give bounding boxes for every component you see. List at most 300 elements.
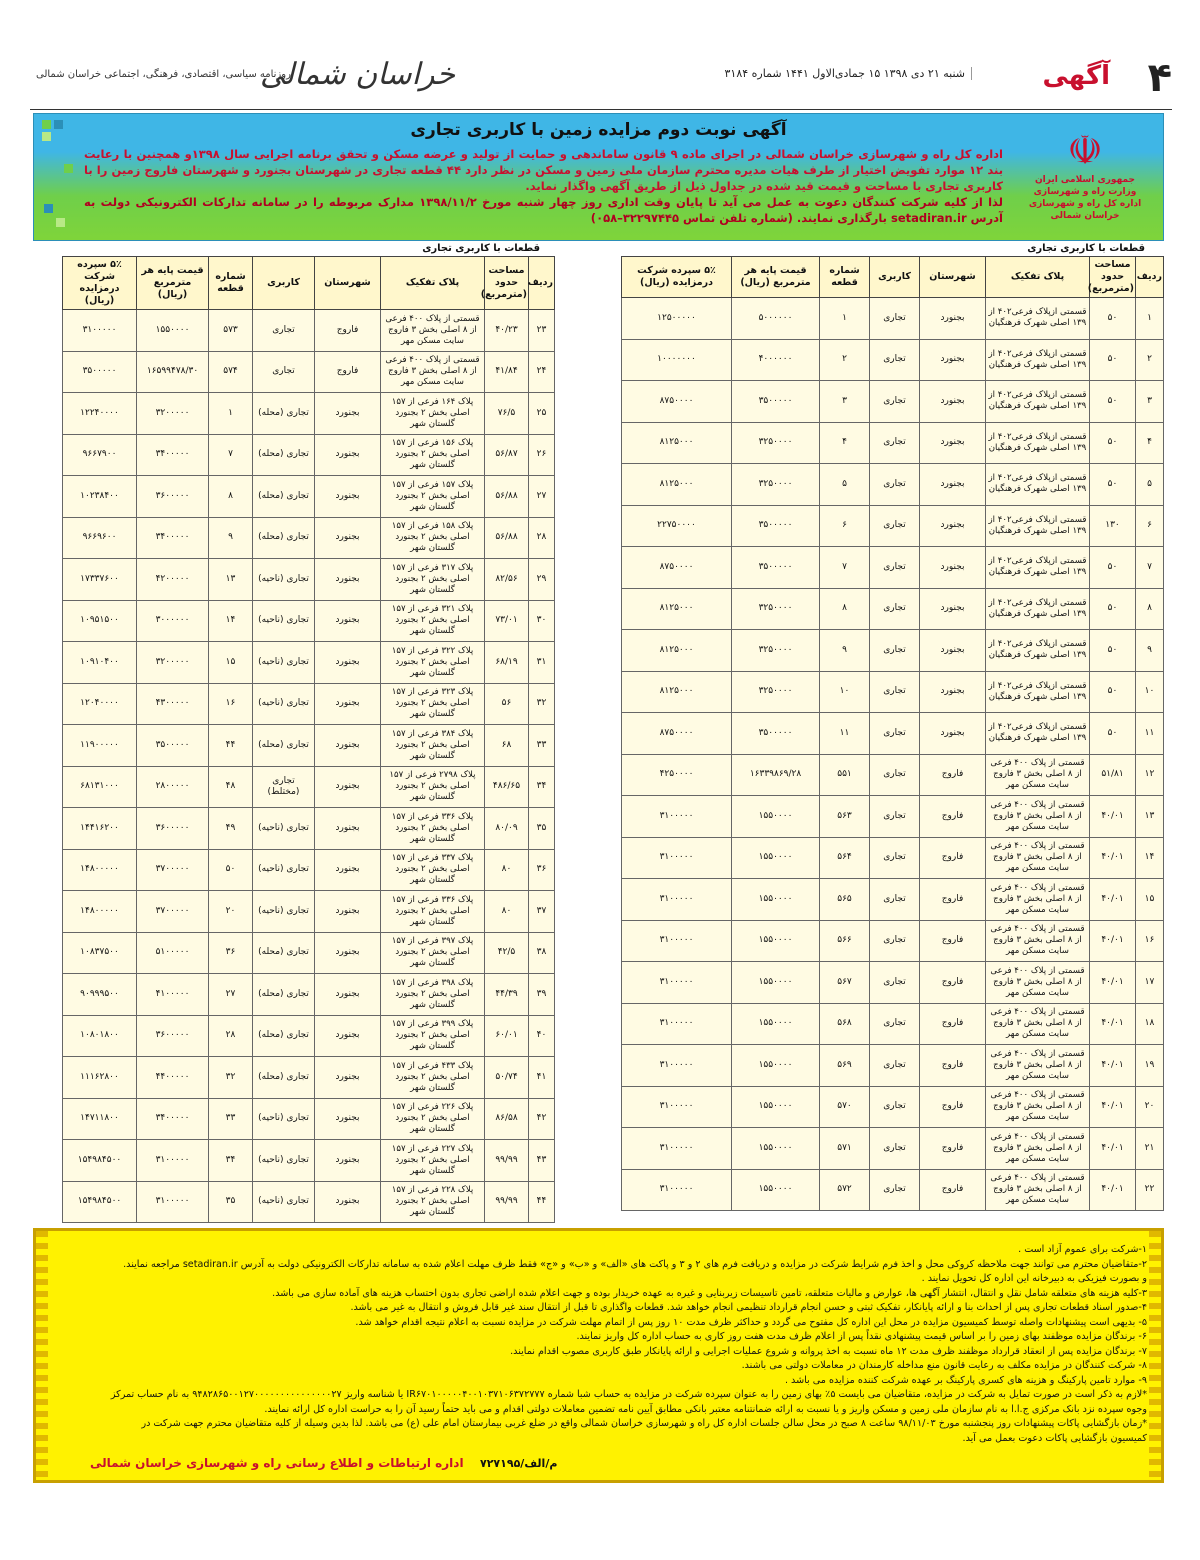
cell-lot: ۵۰ [209,849,253,891]
cell-usage: تجاری [870,1003,920,1045]
cell-lot: ۱ [209,393,253,435]
table-row [622,962,1164,1004]
cell-plaque: قسمتی ازپلاک فرعی۴۰۲ از ۱۳۹ اصلی شهرک فرهنگیان [986,588,1090,630]
cell-plaque: پلاک ۲۲۸ فرعی از ۱۵۷ اصلی بخش ۲ بجنورد گلستان شهر [381,1181,485,1223]
cell-lot: ۳۴ [209,1140,253,1182]
cell-deposit: ۱۰۹۱۰۴۰۰ [63,642,137,684]
cell-city: بجنورد [920,505,986,547]
cell-deposit: ۱۰۸۳۷۵۰۰ [63,932,137,974]
cell-area: ۵۶/۸۷ [485,434,529,476]
cell-plaque: قسمتی از پلاک ۴۰۰ فرعی از ۸ اصلی بخش ۳ فاروج سایت مسکن مهر [381,351,485,393]
cell-area: ۵۰/۷۴ [485,1057,529,1099]
condition-item: ۳-کلیه هزینه های متعلقه شامل نقل و انتقال، انتشار آگهی ها، عوارض و مالیات متعلقه، تامین تاسیسات زیربنایی و غیره به عهده خریدار بوده و جهت اعلام شده اراضی تجاری بدون احتساب هزینه های آماده سازی می باشد. [272,1287,1147,1299]
cell-deposit: ۱۱۹۰۰۰۰۰ [63,725,137,767]
cell-deposit: ۸۷۵۰۰۰۰ [622,547,732,589]
table-row [63,891,555,933]
cell-lot: ۳ [820,381,870,423]
col-header-plaque: پلاک تفکیک [986,257,1090,298]
cell-city: بجنورد [920,464,986,506]
cell-plaque: پلاک ۳۳۶ فرعی از ۱۵۷ اصلی بخش ۲ بجنورد گلستان شهر [381,891,485,933]
cell-city: بجنورد [315,725,381,767]
cell-deposit: ۳۱۰۰۰۰۰ [622,962,732,1004]
cell-city: فاروج [920,1169,986,1211]
cell-deposit: ۳۱۰۰۰۰۰ [622,837,732,879]
cell-row: ۳۳ [529,725,555,767]
decor-pixel [42,132,51,141]
cell-area: ۵۰ [1090,298,1136,340]
cell-lot: ۱۶ [209,683,253,725]
cell-usage: تجاری [870,713,920,755]
page-number: ۴ [1147,55,1172,101]
cell-lot: ۱۱ [820,713,870,755]
cell-plaque: قسمتی از پلاک ۴۰۰ فرعی از ۸ اصلی بخش ۳ فاروج سایت مسکن مهر [986,1003,1090,1045]
announcement-banner [33,113,1164,241]
cell-lot: ۹ [209,517,253,559]
decor-border [36,1231,48,1480]
cell-city: بجنورد [315,683,381,725]
cell-deposit: ۸۷۵۰۰۰۰ [622,713,732,755]
cell-plaque: پلاک ۳۳۶ فرعی از ۱۵۷ اصلی بخش ۲ بجنورد گلستان شهر [381,808,485,850]
cell-city: فاروج [920,837,986,879]
cell-deposit: ۳۱۰۰۰۰۰ [622,1045,732,1087]
cell-area: ۴۰/۰۱ [1090,1128,1136,1170]
table-row [622,505,1164,547]
cell-row: ۲۵ [529,393,555,435]
cell-usage: تجاری [870,671,920,713]
cell-lot: ۵۷۴ [209,351,253,393]
cell-row: ۲۳ [529,310,555,352]
cell-city: بجنورد [315,932,381,974]
cell-area: ۵۰ [1090,671,1136,713]
cell-city: بجنورد [315,642,381,684]
cell-plaque: پلاک ۳۹۷ فرعی از ۱۵۷ اصلی بخش ۲ بجنورد گلستان شهر [381,932,485,974]
cell-row: ۲ [1136,339,1164,381]
cell-plaque: پلاک ۱۶۴ فرعی از ۱۵۷ اصلی بخش ۲ بجنورد گلستان شهر [381,393,485,435]
condition-item: ۴-صدور اسناد قطعات تجاری پس از احداث بنا و ارائه پایانکار، تفکیک ثبتی و حسن انجام قرارداد تنظیمی انجام خواهد شد. قطعات واگذاری تا قبل از انتقال سند غیر قابل فروش و انتقال به غیر می باشد. [350,1302,1147,1313]
cell-row: ۱۳ [1136,796,1164,838]
cell-area: ۶۸ [485,725,529,767]
cell-deposit: ۲۲۷۵۰۰۰۰ [622,505,732,547]
cell-row: ۲۹ [529,559,555,601]
table-row [622,588,1164,630]
cell-price: ۳۷۰۰۰۰۰ [137,849,209,891]
cell-lot: ۲۷ [209,974,253,1016]
announcement-paragraph: اداره کل راه و شهرسازی خراسان شمالی در اجرای ماده ۹ قانون ساماندهی و حمایت از تولید و عرضه مسکن و تحقق برنامه اجرایی سال ۱۳۹۸و همچنین با رعایت بند ۱۲ موارد تفویض اختیار از طرف هیات مدیره محترم سازمان ملی زمین و مسکن در نظر دارد ۴۴ قطعه تجاری در شهرستان بجنورد و شهرستان فاروج زمین را با کاربری تجاری با مساحت و قیمت قید شده در جداول ذیل از طریق آگهی واگذار نماید. [84,147,1004,193]
cell-price: ۳۵۰۰۰۰۰ [732,713,820,755]
cell-city: بجنورد [315,476,381,518]
cell-price: ۱۵۵۰۰۰۰ [137,310,209,352]
cell-usage: تجاری [253,351,315,393]
condition-item: کمیسیون بازگشایی پاکات دعوت بعمل می آید. [962,1432,1147,1444]
cell-city: بجنورد [920,298,986,340]
table-row [63,476,555,518]
table-row [63,434,555,476]
table-row [63,974,555,1016]
cell-lot: ۵۷۰ [820,1086,870,1128]
cell-usage: تجاری [870,1086,920,1128]
table-row [622,671,1164,713]
col-header-lot: شماره قطعه [820,257,870,298]
cell-area: ۵۶ [485,683,529,725]
cell-plaque: پلاک ۳۲۲ فرعی از ۱۵۷ اصلی بخش ۲ بجنورد گلستان شهر [381,642,485,684]
cell-deposit: ۱۰۲۳۸۴۰۰ [63,476,137,518]
cell-deposit: ۱۷۳۳۷۶۰۰ [63,559,137,601]
cell-usage: تجاری (محله) [253,393,315,435]
cell-deposit: ۱۱۱۶۲۸۰۰ [63,1057,137,1099]
cell-usage: تجاری [870,962,920,1004]
table-row [63,1140,555,1182]
cell-price: ۴۲۰۰۰۰۰ [137,559,209,601]
cell-row: ۶ [1136,505,1164,547]
table-row [622,381,1164,423]
cell-deposit: ۱۲۰۴۰۰۰۰ [63,683,137,725]
cell-city: فاروج [920,1003,986,1045]
cell-area: ۵۶/۸۸ [485,517,529,559]
cell-city: بجنورد [315,600,381,642]
cell-plaque: قسمتی از پلاک ۴۰۰ فرعی از ۸ اصلی بخش ۳ فاروج سایت مسکن مهر [986,920,1090,962]
cell-row: ۹ [1136,630,1164,672]
cell-lot: ۴۹ [209,808,253,850]
cell-city: فاروج [920,754,986,796]
cell-area: ۵۶/۸۸ [485,476,529,518]
cell-city: بجنورد [315,849,381,891]
cell-plaque: پلاک ۳۳۷ فرعی از ۱۵۷ اصلی بخش ۲ بجنورد گلستان شهر [381,849,485,891]
cell-area: ۴۴/۳۹ [485,974,529,1016]
cell-usage: تجاری [870,464,920,506]
cell-price: ۳۵۰۰۰۰۰ [732,381,820,423]
cell-price: ۳۵۰۰۰۰۰ [732,547,820,589]
cell-row: ۱۷ [1136,962,1164,1004]
cell-usage: تجاری (محله) [253,434,315,476]
cell-plaque: قسمتی ازپلاک فرعی۴۰۲ از ۱۳۹ اصلی شهرک فرهنگیان [986,298,1090,340]
cell-usage: تجاری (ناحیه) [253,849,315,891]
cell-deposit: ۱۰۸۰۱۸۰۰ [63,1015,137,1057]
cell-area: ۱۳۰ [1090,505,1136,547]
emblem [1015,128,1155,228]
cell-plaque: قسمتی از پلاک ۴۰۰ فرعی از ۸ اصلی بخش ۳ فاروج سایت مسکن مهر [986,1169,1090,1211]
cell-area: ۴۰/۰۱ [1090,1045,1136,1087]
cell-row: ۳ [1136,381,1164,423]
cell-usage: تجاری [870,298,920,340]
cell-city: بجنورد [315,1057,381,1099]
cell-row: ۵ [1136,464,1164,506]
cell-lot: ۵۶۹ [820,1045,870,1087]
table-row [622,837,1164,879]
cell-usage: تجاری (ناحیه) [253,1098,315,1140]
cell-city: بجنورد [920,339,986,381]
cell-lot: ۴۸ [209,766,253,808]
cell-usage: تجاری [870,381,920,423]
cell-plaque: پلاک ۳۱۷ فرعی از ۱۵۷ اصلی بخش ۲ بجنورد گلستان شهر [381,559,485,601]
cell-row: ۲۷ [529,476,555,518]
cell-price: ۱۵۵۰۰۰۰ [732,1086,820,1128]
cell-row: ۳۱ [529,642,555,684]
cell-price: ۵۰۰۰۰۰۰ [732,298,820,340]
cell-price: ۳۰۰۰۰۰۰ [137,600,209,642]
cell-lot: ۳۶ [209,932,253,974]
cell-city: بجنورد [315,891,381,933]
cell-lot: ۵۷۱ [820,1128,870,1170]
cell-lot: ۸ [209,476,253,518]
cell-lot: ۱ [820,298,870,340]
cell-plaque: پلاک ۳۹۹ فرعی از ۱۵۷ اصلی بخش ۲ بجنورد گلستان شهر [381,1015,485,1057]
col-header-area: مساحت حدود (مترمربع) [485,257,529,310]
cell-usage: تجاری [870,837,920,879]
cell-plaque: پلاک ۲۲۶ فرعی از ۱۵۷ اصلی بخش ۲ بجنورد گلستان شهر [381,1098,485,1140]
condition-item: ۷- برندگان مزایده پس از انعقاد قرارداد موظفند ظرف مدت ۱۲ ماه نسبت به اخذ پروانه و شروع عملیات اجرایی و ارائه پایانکار طبق کاربری مصوب اقدام نمایند. [510,1345,1147,1357]
conditions-list [50,1243,1147,1446]
cell-city: فاروج [920,1086,986,1128]
cell-lot: ۵۶۳ [820,796,870,838]
condition-item: ۱-شرکت برای عموم آزاد است . [1018,1244,1147,1255]
cell-lot: ۳۲ [209,1057,253,1099]
cell-row: ۳۹ [529,974,555,1016]
cell-price: ۳۷۰۰۰۰۰ [137,891,209,933]
cell-deposit: ۱۰۹۵۱۵۰۰ [63,600,137,642]
table-row [63,642,555,684]
cell-usage: تجاری (محله) [253,517,315,559]
cell-area: ۵۰ [1090,422,1136,464]
cell-row: ۲۱ [1136,1128,1164,1170]
cell-area: ۴۰/۰۱ [1090,1003,1136,1045]
cell-usage: تجاری (محله) [253,1057,315,1099]
cell-usage: تجاری [870,1128,920,1170]
cell-usage: تجاری [870,920,920,962]
cell-city: بجنورد [315,808,381,850]
cell-row: ۲۸ [529,517,555,559]
cell-area: ۵۰ [1090,381,1136,423]
cell-lot: ۹ [820,630,870,672]
cell-deposit: ۳۱۰۰۰۰۰ [622,1128,732,1170]
cell-price: ۳۲۵۰۰۰۰ [732,671,820,713]
table-row [622,754,1164,796]
cell-deposit: ۳۱۰۰۰۰۰ [622,920,732,962]
cell-deposit: ۱۲۲۴۰۰۰۰ [63,393,137,435]
cell-plaque: قسمتی ازپلاک فرعی۴۰۲ از ۱۳۹ اصلی شهرک فرهنگیان [986,630,1090,672]
cell-row: ۳۶ [529,849,555,891]
cell-city: بجنورد [315,1015,381,1057]
decor-pixel [44,204,53,213]
condition-item: *زمان بازگشایی پاکات پیشنهادات روز پنجشنبه مورخ ۹۸/۱۱/۰۳ ساعت ۸ صبح در محل سالن جلسات اداره کل راه و شهرسازی خراسان شمالی واقع در ضلع غربی بیمارستان امام علی (ع) می باشد. لذا بدین وسیله از کلیه متقاضیان محترم جهت شرکت در [141,1418,1147,1429]
table-row [622,464,1164,506]
cell-deposit: ۳۱۰۰۰۰۰ [622,796,732,838]
cell-price: ۱۶۵۹۹۴۷۸/۳۰ [137,351,209,393]
cell-city: بجنورد [920,547,986,589]
cell-row: ۱ [1136,298,1164,340]
table-row [63,1057,555,1099]
cell-plaque: قسمتی از پلاک ۴۰۰ فرعی از ۸ اصلی بخش ۳ فاروج سایت مسکن مهر [381,310,485,352]
cell-plaque: قسمتی از پلاک ۴۰۰ فرعی از ۸ اصلی بخش ۳ فاروج سایت مسکن مهر [986,1086,1090,1128]
table-row [63,1098,555,1140]
cell-price: ۳۶۰۰۰۰۰ [137,808,209,850]
cell-row: ۱۲ [1136,754,1164,796]
newspaper-logo: خراسان شمالی [260,57,456,92]
table-row [63,310,555,352]
cell-row: ۲۰ [1136,1086,1164,1128]
col-header-row: ردیف [529,257,555,310]
cell-plaque: پلاک ۴۳۳ فرعی از ۱۵۷ اصلی بخش ۲ بجنورد گلستان شهر [381,1057,485,1099]
cell-city: بجنورد [920,381,986,423]
table-row [622,1169,1164,1211]
table-row [63,393,555,435]
cell-deposit: ۳۱۰۰۰۰۰ [63,310,137,352]
condition-item: ۶- برندگان مزایده موظفند بهای زمین را بر اساس قیمت پیشنهادی نقداً پس از اعلام ظرف مدت هفت روز کاری به حساب اداره کل واریز نمایند. [576,1331,1147,1342]
cell-row: ۲۲ [1136,1169,1164,1211]
cell-usage: تجاری [870,339,920,381]
condition-item: *لازم به ذکر است در صورت تمایل به شرکت در مزایده، متقاضیان می بایست ۵٪ بهای زمین را به عنوان سپرده شرکت در مزایده به حساب شبا شماره IR۶۷۰۱۰۰۰۰۰۴۰۰۱۰۳۷۱۰۶۳۷۲۷۷۷ یا شناسه واریز ۹۴۸۲۸۶۵۰۰۱۲۷۰۰۰۰۰۰۰۰۰۰۰۰۰۰۰۲۷ به نام حساب تمرکز [110,1389,1147,1400]
cell-lot: ۵ [820,464,870,506]
cell-deposit: ۳۵۰۰۰۰۰ [63,351,137,393]
cell-plaque: پلاک ۳۸۴ فرعی از ۱۵۷ اصلی بخش ۲ بجنورد گلستان شهر [381,725,485,767]
condition-item: و بصورت فیزیکی به دبیرخانه این اداره کل تحویل نمایند . [921,1273,1147,1284]
cell-usage: تجاری [870,796,920,838]
cell-area: ۸۰ [485,849,529,891]
cell-city: فاروج [920,796,986,838]
cell-plaque: پلاک ۳۲۱ فرعی از ۱۵۷ اصلی بخش ۲ بجنورد گلستان شهر [381,600,485,642]
cell-city: بجنورد [315,517,381,559]
condition-item: ۲-متقاضیان محترم می توانند جهت ملاحظه کروکی محل و اخذ فرم شرایط شرکت در مزایده و دریافت فرم های ۲ و ۳ و پاکت های «الف» و «ب» و «ج» فقط ظرف مهلت اعلام شده به سامانه تدارکات الکترونیکی دولت به آدرس setadiran.ir مراجعه نمایند. [123,1258,1147,1270]
cell-deposit: ۸۱۲۵۰۰۰ [622,671,732,713]
decor-pixel [54,120,63,129]
cell-city: فاروج [920,962,986,1004]
col-header-deposit: ۵٪ سپرده شرکت درمزایده (ریال) [622,257,732,298]
cell-area: ۶۰/۰۱ [485,1015,529,1057]
cell-row: ۴۲ [529,1098,555,1140]
cell-area: ۵۰ [1090,464,1136,506]
cell-city: بجنورد [315,974,381,1016]
cell-row: ۴۴ [529,1181,555,1223]
cell-usage: تجاری [870,1045,920,1087]
table-row [63,559,555,601]
cell-lot: ۵۶۴ [820,837,870,879]
cell-city: بجنورد [315,1140,381,1182]
cell-row: ۳۵ [529,808,555,850]
table-row [63,766,555,808]
cell-price: ۳۲۵۰۰۰۰ [732,630,820,672]
cell-row: ۴ [1136,422,1164,464]
cell-price: ۳۲۰۰۰۰۰ [137,642,209,684]
announcement-paragraph: لذا از کلیه شرکت کنندگان دعوت به عمل می آید تا پایان وقت اداری روز چهار شنبه مورخ ۱۳۹۸/۱۱/۲ مدارک مربوطه را در سامانه تدارکات الکترونیکی دولت به آدرس setadiran.ir بارگذاری نمایند. (شماره تلفن تماس ۳۲۲۹۷۴۴۵–۰۵۸) [84,195,1003,225]
cell-lot: ۲۰ [209,891,253,933]
cell-plaque: قسمتی از پلاک ۴۰۰ فرعی از ۸ اصلی بخش ۳ فاروج سایت مسکن مهر [986,796,1090,838]
cell-row: ۱۸ [1136,1003,1164,1045]
cell-price: ۳۶۰۰۰۰۰ [137,476,209,518]
cell-row: ۸ [1136,588,1164,630]
table-row [622,298,1164,340]
table-header-row [63,257,555,310]
cell-plaque: قسمتی ازپلاک فرعی۴۰۲ از ۱۳۹ اصلی شهرک فرهنگیان [986,464,1090,506]
cell-lot: ۴ [820,422,870,464]
cell-deposit: ۱۵۴۹۸۴۵۰۰ [63,1181,137,1223]
col-header-area: مساحت حدود (مترمربع) [1090,257,1136,298]
cell-usage: تجاری (ناحیه) [253,891,315,933]
cell-lot: ۶ [820,505,870,547]
cell-area: ۸۲/۵۶ [485,559,529,601]
cell-row: ۳۴ [529,766,555,808]
decor-pixel [64,164,73,173]
cell-deposit: ۸۱۲۵۰۰۰ [622,422,732,464]
col-header-deposit: ۵٪ سپرده شرکت درمزایده (ریال) [63,257,137,310]
table-row [622,1045,1164,1087]
cell-row: ۱۰ [1136,671,1164,713]
cell-plaque: پلاک ۲۷۹۸ فرعی از ۱۵۷ اصلی بخش ۲ بجنورد گلستان شهر [381,766,485,808]
col-header-usage: کاربری [870,257,920,298]
cell-area: ۴۰/۰۱ [1090,920,1136,962]
cell-deposit: ۸۱۲۵۰۰۰ [622,464,732,506]
cell-lot: ۴۴ [209,725,253,767]
col-header-plaque: پلاک تفکیک [381,257,485,310]
cell-area: ۷۶/۵ [485,393,529,435]
cell-lot: ۵۶۷ [820,962,870,1004]
cell-price: ۱۵۵۰۰۰۰ [732,1169,820,1211]
conditions-footer [50,1450,1147,1470]
cell-deposit: ۱۴۸۰۰۰۰۰ [63,891,137,933]
cell-lot: ۷ [820,547,870,589]
cell-usage: تجاری (ناحیه) [253,559,315,601]
cell-plaque: پلاک ۳۲۳ فرعی از ۱۵۷ اصلی بخش ۲ بجنورد گلستان شهر [381,683,485,725]
cell-deposit: ۱۴۷۱۱۸۰۰ [63,1098,137,1140]
cell-city: فاروج [920,1128,986,1170]
cell-plaque: قسمتی از پلاک ۴۰۰ فرعی از ۸ اصلی بخش ۳ فاروج سایت مسکن مهر [986,879,1090,921]
cell-price: ۴۴۰۰۰۰۰ [137,1057,209,1099]
cell-city: بجنورد [920,671,986,713]
cell-row: ۳۰ [529,600,555,642]
table-row [622,796,1164,838]
cell-lot: ۱۳ [209,559,253,601]
condition-item: ۸- شرکت کنندگان در مزایده مکلف به رعایت قانون منع مداخله کارمندان در معاملات دولتی می باشند. [741,1360,1147,1371]
table-row [622,713,1164,755]
table-row [622,879,1164,921]
cell-price: ۴۰۰۰۰۰۰ [732,339,820,381]
cell-lot: ۳۵ [209,1181,253,1223]
cell-deposit: ۱۵۴۹۸۴۵۰۰ [63,1140,137,1182]
cell-lot: ۱۴ [209,600,253,642]
cell-area: ۴۰/۰۱ [1090,879,1136,921]
cell-usage: تجاری (محله) [253,974,315,1016]
cell-price: ۳۴۰۰۰۰۰ [137,1098,209,1140]
cell-price: ۳۲۵۰۰۰۰ [732,588,820,630]
col-header-usage: کاربری [253,257,315,310]
emblem-line: اداره کل راه و شهرسازی خراسان شمالی [1028,199,1142,221]
newspaper-tagline: روزنامه سیاسی، اقتصادی، فرهنگی، اجتماعی خراسان شمالی [36,69,291,80]
cell-area: ۵۰ [1090,630,1136,672]
ad-code: م/الف/۷۲۷۱۹۵ [480,1457,558,1470]
cell-lot: ۷ [209,434,253,476]
table-row [63,683,555,725]
decor-pixel [56,218,65,227]
cell-usage: تجاری (محله) [253,932,315,974]
cell-price: ۱۵۵۰۰۰۰ [732,1045,820,1087]
cell-row: ۱۱ [1136,713,1164,755]
cell-plaque: قسمتی از پلاک ۴۰۰ فرعی از ۸ اصلی بخش ۳ فاروج سایت مسکن مهر [986,754,1090,796]
cell-price: ۳۵۰۰۰۰۰ [732,505,820,547]
cell-row: ۴۱ [529,1057,555,1099]
cell-lot: ۱۰ [820,671,870,713]
cell-row: ۳۷ [529,891,555,933]
col-header-price: قیمت پایه هر مترمربع (ریال) [732,257,820,298]
cell-price: ۱۵۵۰۰۰۰ [732,920,820,962]
cell-city: بجنورد [315,1098,381,1140]
cell-city: بجنورد [920,588,986,630]
cell-city: فاروج [315,351,381,393]
cell-row: ۳۲ [529,683,555,725]
cell-area: ۴۰/۲۳ [485,310,529,352]
cell-area: ۴۰/۰۱ [1090,962,1136,1004]
table-row [622,1128,1164,1170]
table-row [63,808,555,850]
cell-row: ۴۳ [529,1140,555,1182]
col-header-row: ردیف [1136,257,1164,298]
